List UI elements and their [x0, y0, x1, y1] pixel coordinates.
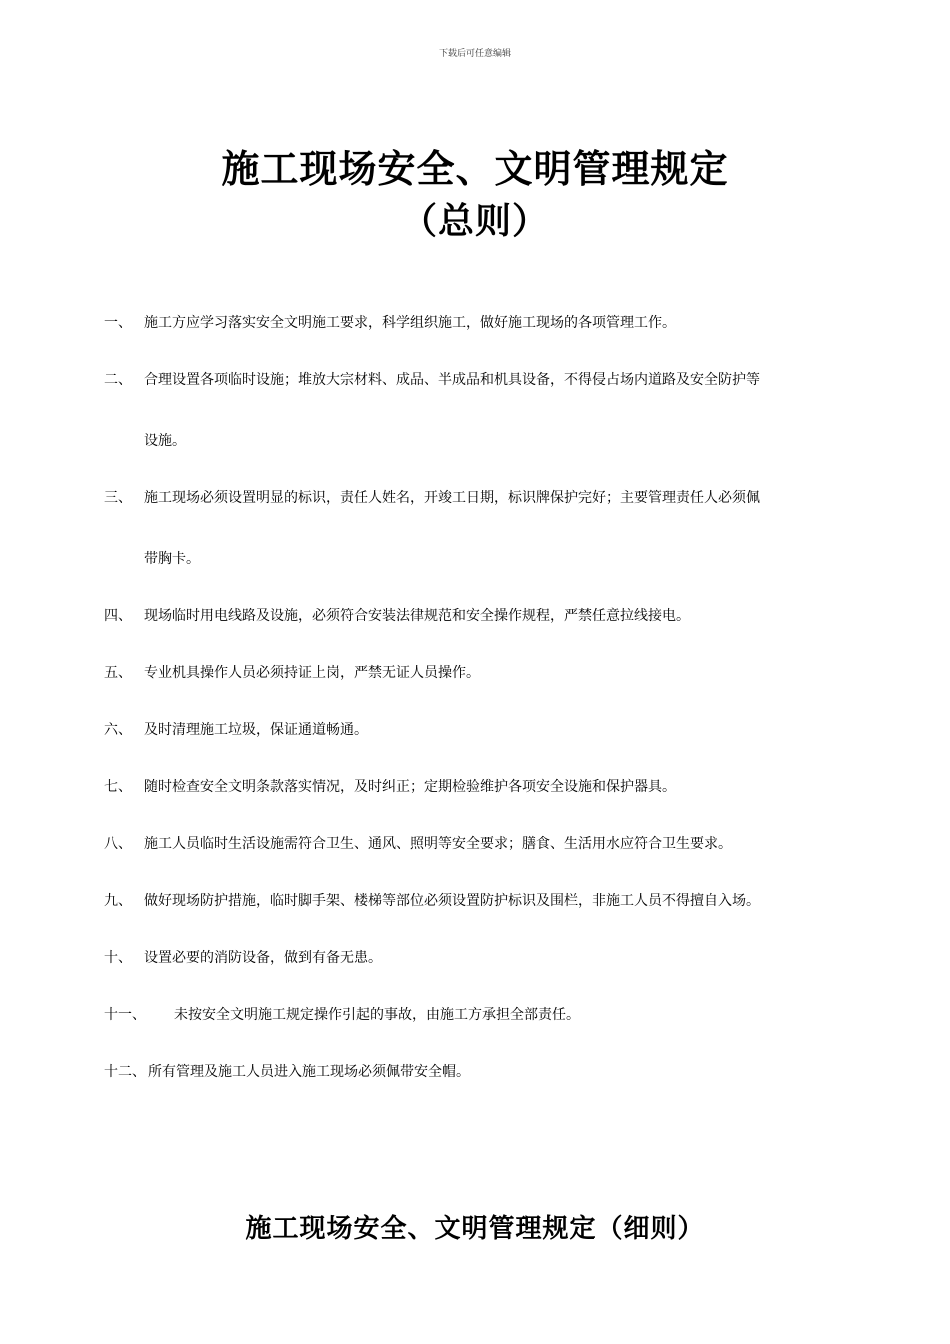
- clause-number: 八、: [104, 836, 132, 852]
- clause-text-continued: 设施。: [144, 433, 186, 449]
- clause-text: 未按安全文明施工规定操作引起的事故，由施工方承担全部责任。: [174, 1007, 580, 1023]
- clause-number: 四、: [104, 608, 132, 624]
- clause-number: 九、: [104, 893, 132, 909]
- page-subtitle: （总则）: [400, 200, 549, 242]
- page-title: 施工现场安全、文明管理规定: [221, 146, 729, 191]
- clause-number: 十一、: [104, 1007, 146, 1023]
- clause-text: 及时清理施工垃圾，保证通道畅通。: [144, 722, 368, 738]
- clause-text: 合理设置各项临时设施；堆放大宗材料、成品、半成品和机具设备，不得侵占场内道路及安全防护等: [144, 372, 760, 388]
- clause-number: 五、: [104, 665, 132, 681]
- clause-number: 十二、: [104, 1064, 146, 1080]
- clause-number: 一、: [104, 315, 132, 331]
- clause-number: 二、: [104, 372, 132, 388]
- clause-number: 七、: [104, 779, 132, 795]
- clause-text: 做好现场防护措施，临时脚手架、楼梯等部位必须设置防护标识及围栏，非施工人员不得擅自入场。: [144, 893, 760, 909]
- header-note: 下载后可任意编辑: [438, 49, 511, 59]
- clause-text: 施工现场必须设置明显的标识，责任人姓名，开竣工日期，标识牌保护完好；主要管理责任人必须佩: [144, 490, 760, 506]
- clause-text-continued: 带胸卡。: [144, 551, 200, 567]
- clause-text: 设置必要的消防设备，做到有备无患。: [144, 950, 382, 966]
- section-title: 施工现场安全、文明管理规定（细则）: [245, 1214, 705, 1244]
- clause-text: 专业机具操作人员必须持证上岗，严禁无证人员操作。: [144, 665, 480, 681]
- clause-text: 所有管理及施工人员进入施工现场必须佩带安全帽。: [148, 1064, 470, 1080]
- clause-text: 施工人员临时生活设施需符合卫生、通风、照明等安全要求；膳食、生活用水应符合卫生要求。: [144, 836, 732, 852]
- clause-text: 随时检查安全文明条款落实情况，及时纠正；定期检验维护各项安全设施和保护器具。: [144, 779, 676, 795]
- clause-number: 三、: [104, 490, 132, 506]
- clause-text: 现场临时用电线路及设施，必须符合安装法律规范和安全操作规程，严禁任意拉线接电。: [144, 608, 690, 624]
- clause-number: 十、: [104, 950, 132, 966]
- clause-text: 施工方应学习落实安全文明施工要求，科学组织施工，做好施工现场的各项管理工作。: [144, 315, 676, 331]
- clause-number: 六、: [104, 722, 132, 738]
